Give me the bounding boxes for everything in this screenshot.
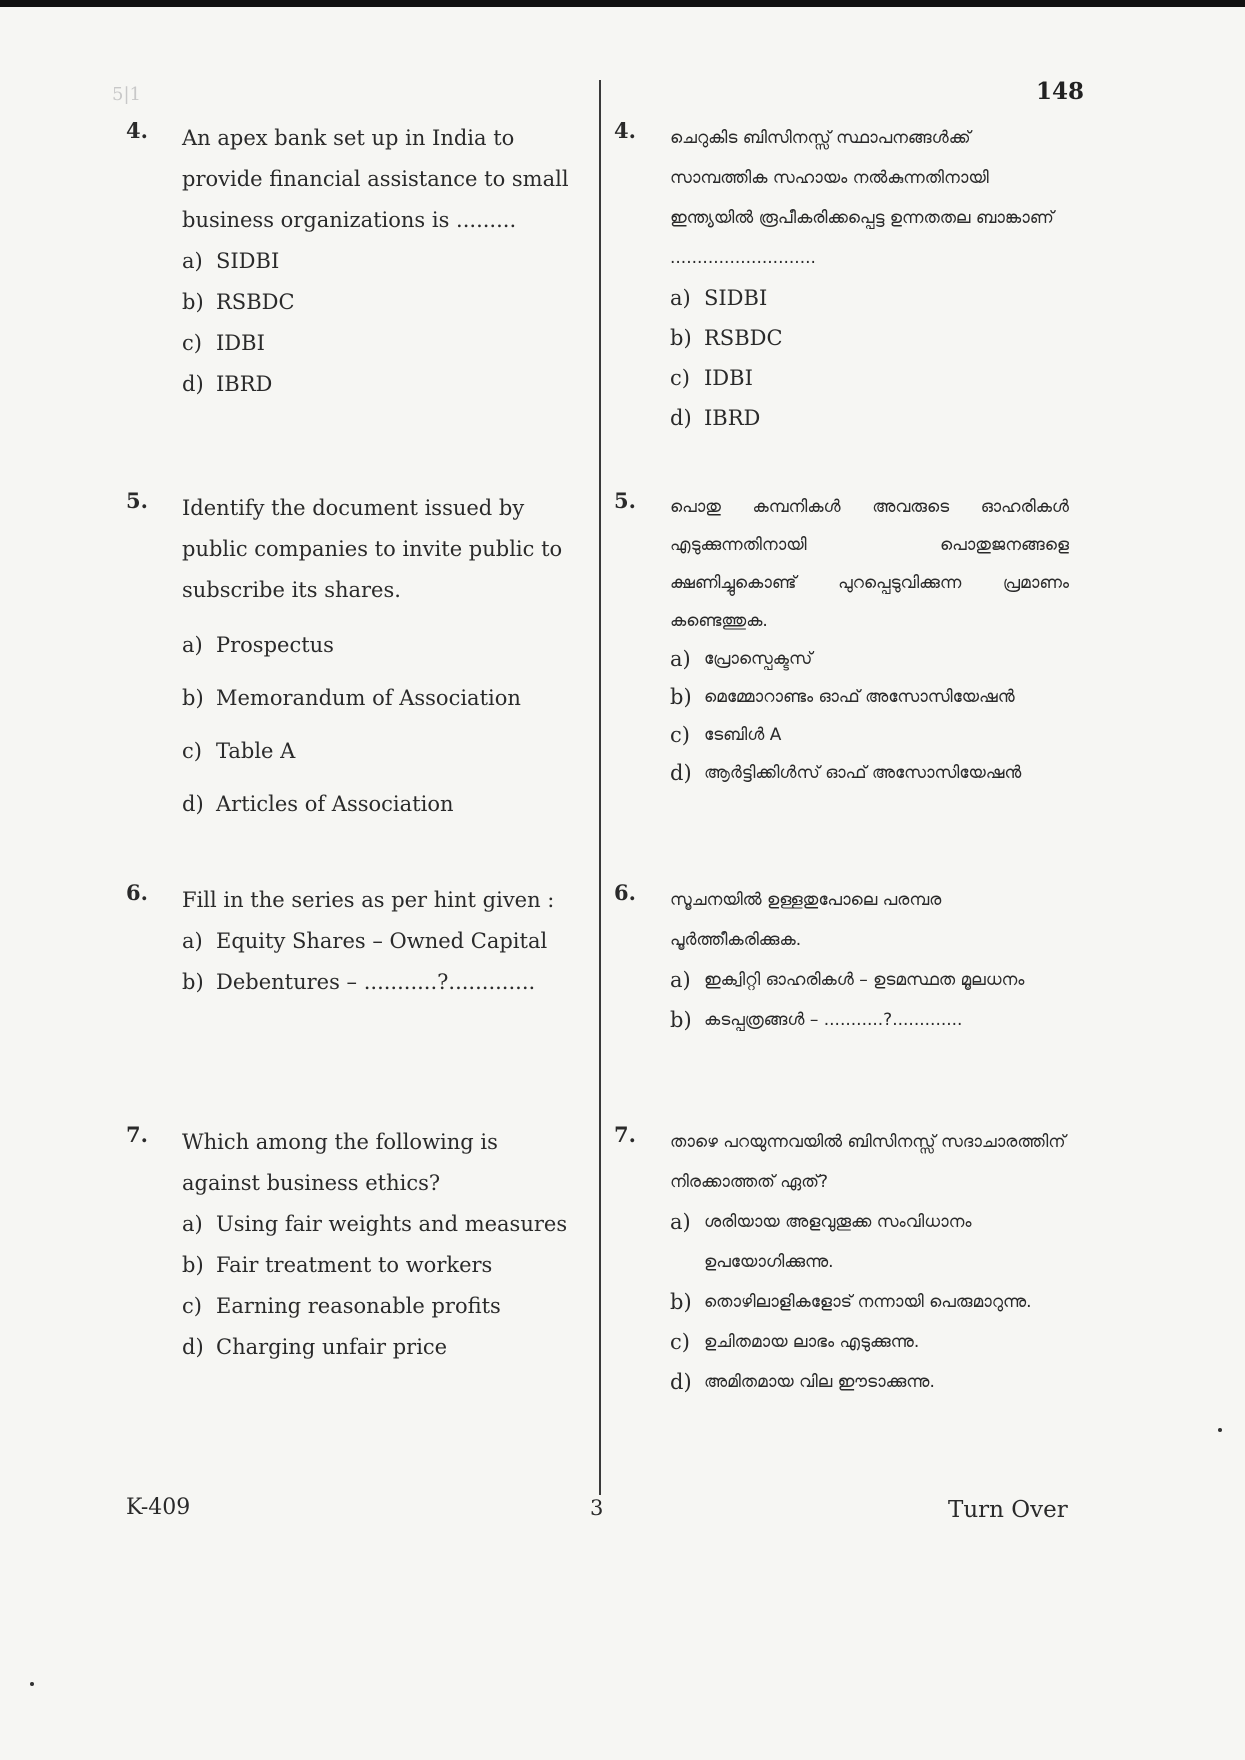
option-d: d) ആർട്ടിക്കിൾസ് ഓഫ് അസോസിയേഷൻ xyxy=(670,761,1022,785)
option-c: c) ഉചിതമായ ലാഭം എടുക്കുന്നു. xyxy=(670,1330,920,1354)
question-text: സൂചനയിൽ ഉള്ളതുപോലെ പരമ്പര പൂർത്തീകരിക്കുക. xyxy=(670,890,942,950)
question-number: 7. xyxy=(126,1122,148,1147)
column-divider xyxy=(599,80,601,1495)
question-4-en xyxy=(126,118,576,405)
question-5-ml xyxy=(614,488,1069,792)
option-d: d) Charging unfair price xyxy=(182,1335,448,1359)
option-c: c) Earning reasonable profits xyxy=(182,1294,501,1318)
question-6-ml xyxy=(614,880,1069,1040)
question-7-ml xyxy=(614,1122,1069,1402)
option-a: a) Equity Shares – Owned Capital xyxy=(182,929,548,953)
question-number: 6. xyxy=(614,880,636,905)
option-b: b) Fair treatment to workers xyxy=(182,1253,493,1277)
option-a: a) SIDBI xyxy=(182,249,280,273)
option-a: a) SIDBI xyxy=(670,286,768,310)
option-b: b) RSBDC xyxy=(670,326,783,350)
question-number: 7. xyxy=(614,1122,636,1147)
question-number: 4. xyxy=(126,118,148,143)
paper-code: K-409 xyxy=(126,1495,191,1520)
footer-page-number: 3 xyxy=(590,1496,604,1520)
option-c: c) IDBI xyxy=(182,331,265,355)
options-list xyxy=(182,619,576,831)
option-b: b) കടപ്പത്രങ്ങൾ – ...........?............. xyxy=(670,1008,963,1032)
question-number: 5. xyxy=(614,488,636,513)
question-number: 4. xyxy=(614,118,636,143)
question-text: Identify the document issued by public companies to invite public to subscribe its shares. xyxy=(182,496,563,602)
question-text: Fill in the series as per hint given : xyxy=(182,888,555,912)
option-c: c) ടേബിൾ A xyxy=(670,723,782,747)
question-text: പൊതു കമ്പനികൾ അവരുടെ ഓഹരികൾ എടുക്കുന്നതിനായി പൊതുജനങ്ങളെ ക്ഷണിച്ചുകൊണ്ട് പുറപ്പെടുവിക്കുന്ന പ്രമാണം കണ്ടെത്തുക. xyxy=(670,497,1069,631)
options-list xyxy=(670,1202,1069,1402)
option-a: a) Prospectus xyxy=(182,633,334,657)
question-7-en xyxy=(126,1122,576,1368)
question-number: 6. xyxy=(126,880,148,905)
options-list xyxy=(182,921,576,1003)
scan-speck xyxy=(30,1682,34,1686)
option-d: d) IBRD xyxy=(670,406,761,430)
question-number: 5. xyxy=(126,488,148,513)
option-d: d) Articles of Association xyxy=(182,792,454,816)
option-a: a) Using fair weights and measures xyxy=(182,1212,568,1236)
option-d: d) IBRD xyxy=(182,372,273,396)
option-b: b) Debentures – ...........?............. xyxy=(182,970,536,994)
option-d: d) അമിതമായ വില ഈടാക്കുന്നു. xyxy=(670,1370,935,1394)
scan-mark: 5|1 xyxy=(112,84,141,105)
question-text: An apex bank set up in India to provide financial assistance to small business organizations is ......... xyxy=(182,126,569,232)
question-text: Which among the following is against business ethics? xyxy=(182,1130,498,1195)
page-number: 148 xyxy=(1036,78,1085,105)
options-list xyxy=(670,960,1069,1040)
option-a: a) ശരിയായ അളവുതൂക്ക സംവിധാനം ഉപയോഗിക്കുന്നു. xyxy=(670,1210,972,1272)
options-list xyxy=(670,640,1069,792)
option-a: a) ഇക്വിറ്റി ഓഹരികൾ – ഉടമസ്ഥത മൂലധനം xyxy=(670,968,1025,992)
option-b: b) മെമ്മോറാണ്ടം ഓഫ് അസോസിയേഷൻ xyxy=(670,685,1015,709)
question-text: ചെറുകിട ബിസിനസ്സ് സ്ഥാപനങ്ങൾക്ക് സാമ്പത്തിക സഹായം നൽകുന്നതിനായി ഇന്ത്യയിൽ രൂപീകരിക്കപ്പെട്ട ഉന്നതതല ബാങ്കാണ് ........................... xyxy=(670,128,1054,268)
question-5-en xyxy=(126,488,576,831)
option-c: c) IDBI xyxy=(670,366,753,390)
option-a: a) പ്രോസ്പെക്ടസ് xyxy=(670,647,813,671)
question-4-ml xyxy=(614,118,1069,438)
option-b: b) RSBDC xyxy=(182,290,295,314)
option-c: c) Table A xyxy=(182,739,296,763)
question-text: താഴെ പറയുന്നവയിൽ ബിസിനസ്സ് സദാചാരത്തിന് നിരക്കാത്തത് ഏത്? xyxy=(670,1132,1066,1192)
scan-speck xyxy=(1218,1428,1222,1432)
scan-border xyxy=(0,0,1245,7)
option-b: b) Memorandum of Association xyxy=(182,686,521,710)
options-list xyxy=(670,278,1069,438)
options-list xyxy=(182,241,576,405)
options-list xyxy=(182,1204,576,1368)
question-6-en xyxy=(126,880,576,1003)
turn-over-label: Turn Over xyxy=(948,1497,1068,1523)
option-b: b) തൊഴിലാളികളോട് നന്നായി പെരുമാറുന്നു. xyxy=(670,1290,1032,1314)
